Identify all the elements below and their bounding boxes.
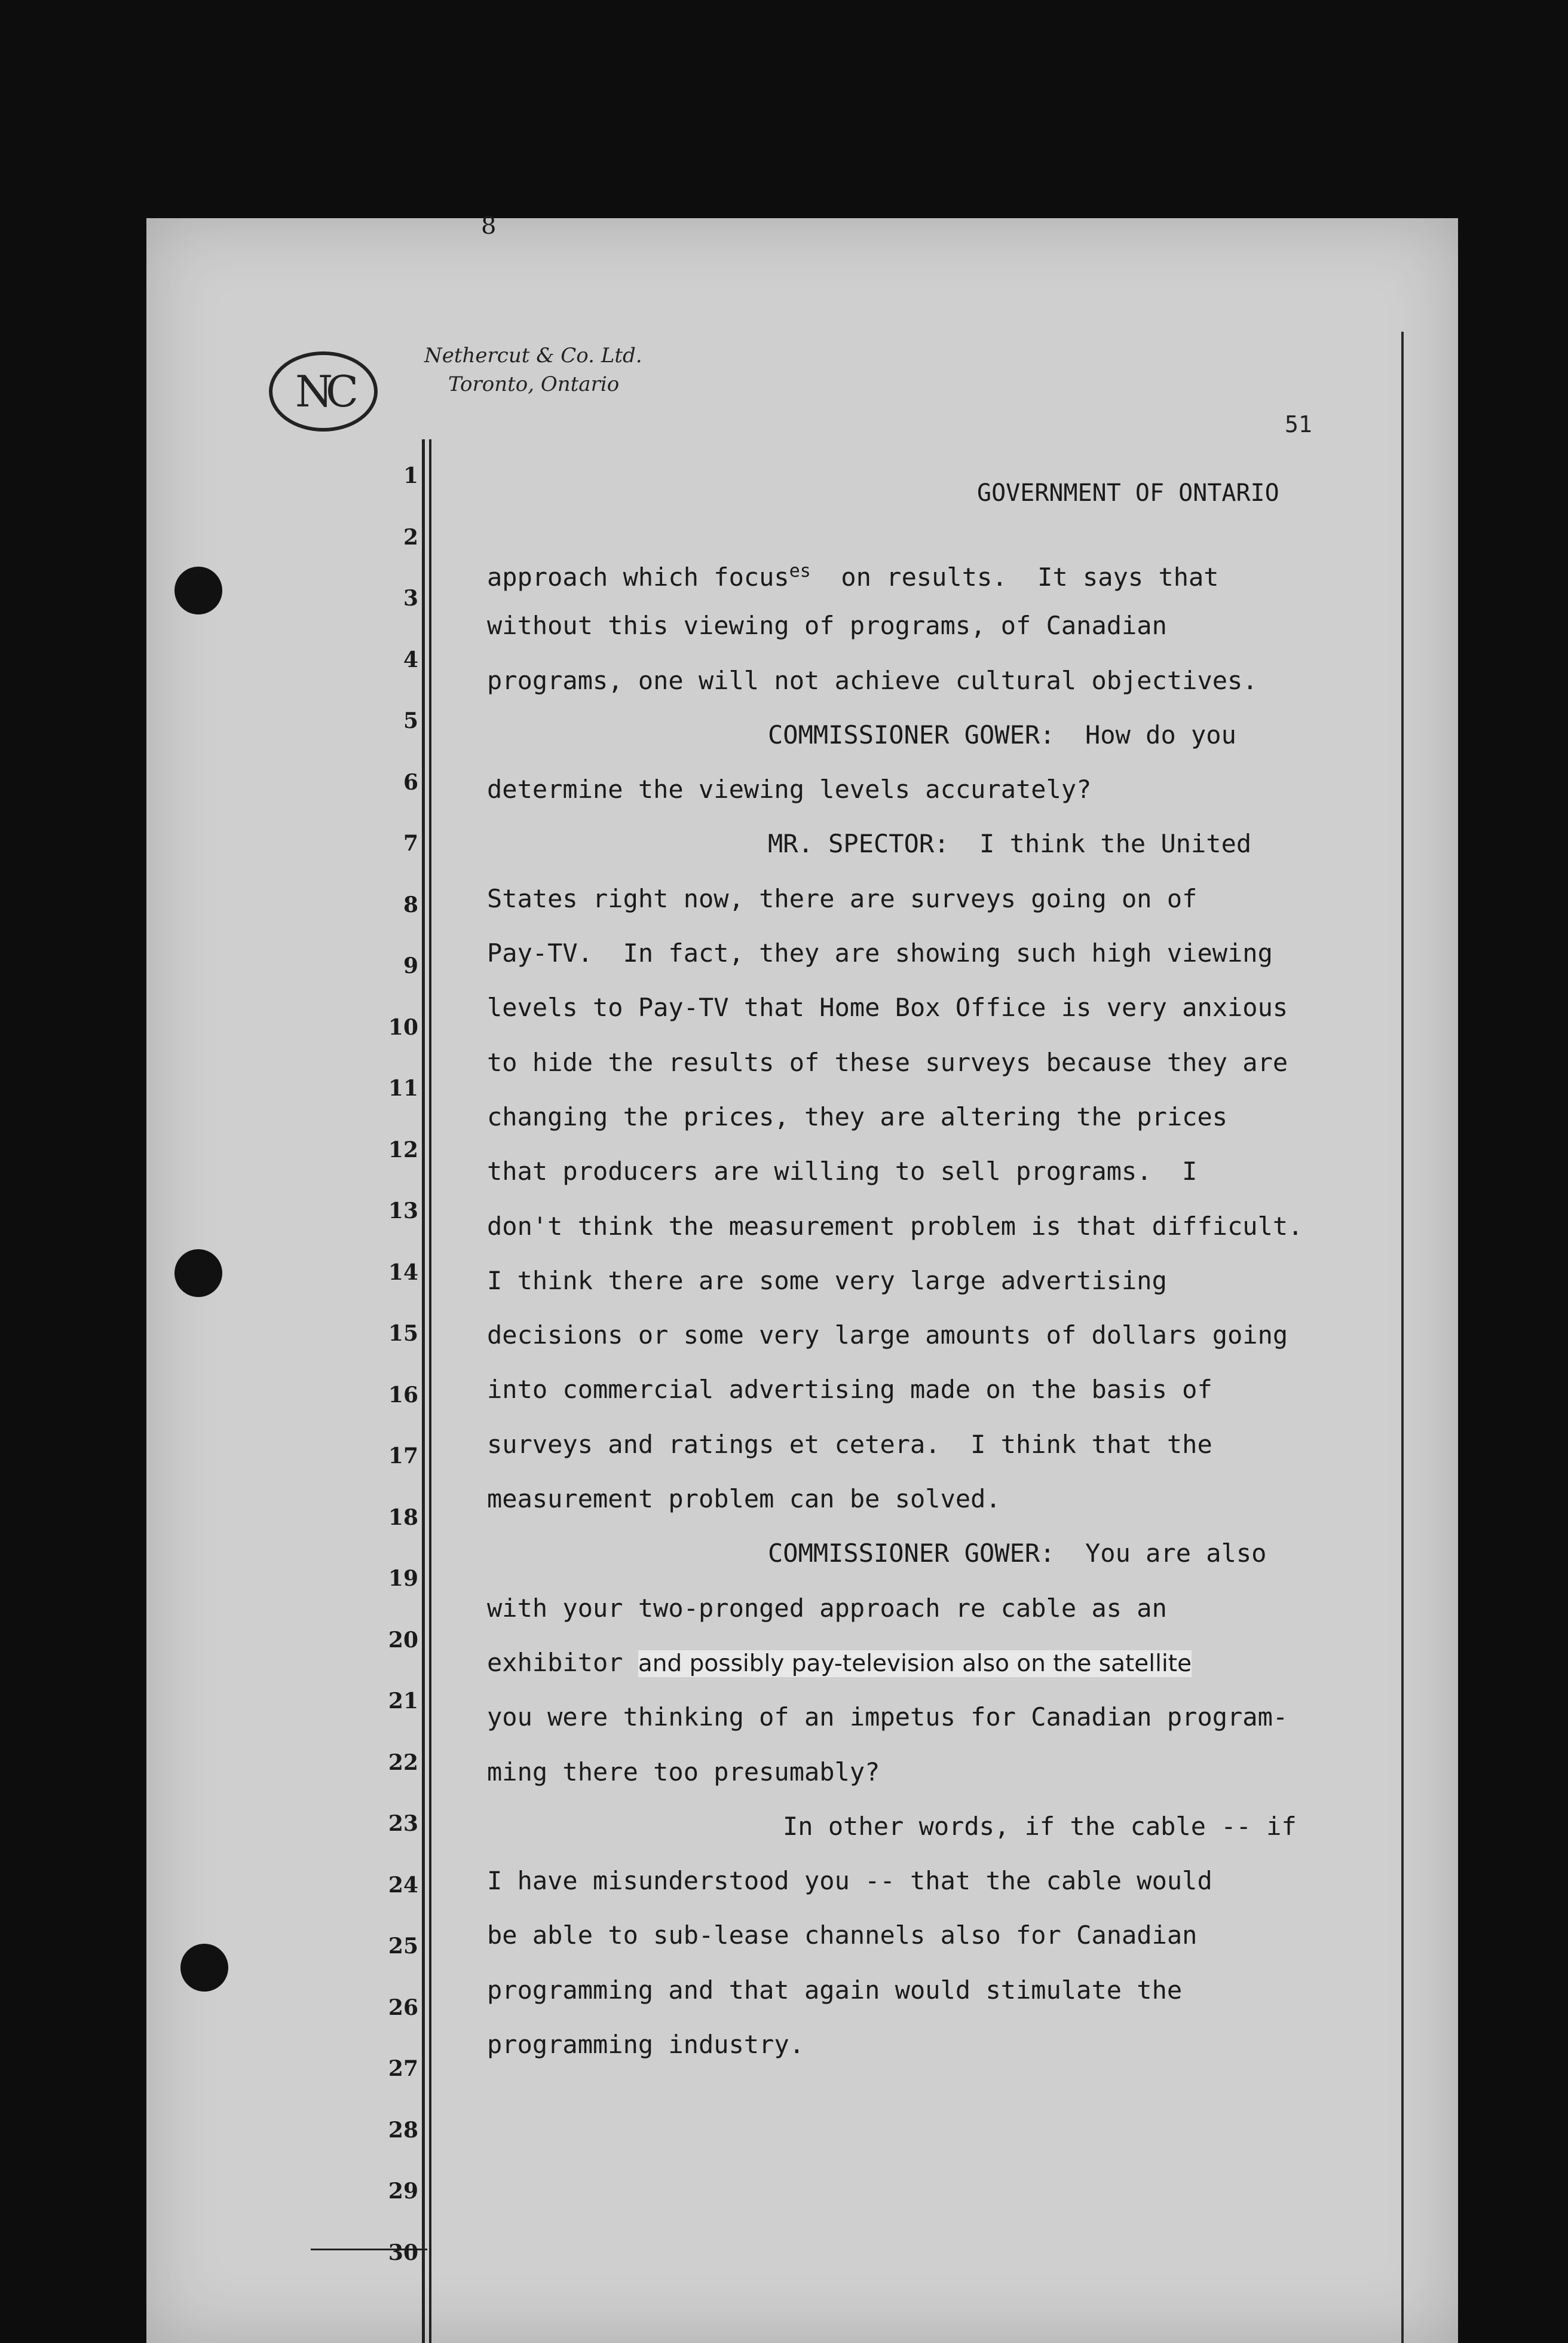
line-number: 11 bbox=[388, 1076, 418, 1101]
microfilm-frame-number: 8 bbox=[481, 212, 497, 240]
transcript-line bbox=[487, 1635, 1395, 1690]
line-number: 6 bbox=[403, 769, 418, 795]
line-number: 15 bbox=[388, 1321, 418, 1346]
line-number: 14 bbox=[388, 1259, 418, 1285]
line-number: 26 bbox=[388, 1995, 418, 2020]
line-number: 27 bbox=[388, 2056, 418, 2081]
line-number: 23 bbox=[388, 1811, 418, 1836]
line-number: 20 bbox=[388, 1627, 418, 1653]
line-number: 28 bbox=[388, 2117, 418, 2143]
logo-text: NC bbox=[295, 366, 352, 417]
margin-rule bbox=[422, 439, 425, 2343]
transcript-line: without this viewing of programs, of Canadian bbox=[487, 611, 1167, 641]
page-number: 51 bbox=[1285, 411, 1312, 438]
transcript-line: programming and that again would stimulate the bbox=[487, 1975, 1183, 2005]
line-number: 24 bbox=[388, 1872, 418, 1898]
line-text: exhibitor bbox=[487, 1647, 638, 1677]
punch-hole bbox=[180, 1944, 228, 1992]
transcript-line: MR. SPECTOR: I think the United bbox=[768, 829, 1252, 859]
line-number: 9 bbox=[403, 953, 418, 978]
page-header: GOVERNMENT OF ONTARIO bbox=[977, 479, 1279, 507]
line-number: 2 bbox=[403, 524, 418, 550]
line-number: 25 bbox=[388, 1934, 418, 1959]
transcript-line: don't think the measurement problem is that difficult. bbox=[487, 1211, 1303, 1241]
transcript-line: determine the viewing levels accurately? bbox=[487, 775, 1092, 805]
line-number: 7 bbox=[403, 831, 418, 856]
transcript-line: decisions or some very large amounts of dollars going bbox=[487, 1320, 1288, 1350]
line-number: 16 bbox=[388, 1382, 418, 1408]
punch-hole bbox=[174, 1249, 222, 1297]
line-number: 19 bbox=[388, 1566, 418, 1591]
transcript-line: I have misunderstood you -- that the cable would bbox=[487, 1866, 1212, 1896]
transcript-line: COMMISSIONER GOWER: How do you bbox=[768, 720, 1236, 750]
transcript-line: measurement problem can be solved. bbox=[487, 1484, 1001, 1514]
transcript-line: be able to sub-lease channels also for Canadian bbox=[487, 1920, 1198, 1950]
line-number: 4 bbox=[403, 647, 418, 672]
line-number: 30 bbox=[388, 2240, 418, 2265]
company-logo bbox=[269, 351, 378, 432]
transcript-line: States right now, there are surveys going on of bbox=[487, 883, 1198, 913]
handwritten-correction: es bbox=[789, 561, 811, 582]
transcript-line bbox=[487, 544, 1395, 598]
line-number: 1 bbox=[403, 463, 418, 488]
transcript-line: changing the prices, they are altering the prices bbox=[487, 1102, 1228, 1131]
inserted-correction: and possibly pay-television also on the satellite bbox=[638, 1650, 1192, 1677]
transcript-line: programming industry. bbox=[487, 2030, 805, 2060]
line-number: 21 bbox=[388, 1689, 418, 1714]
transcript-line: programs, one will not achieve cultural objectives. bbox=[487, 665, 1258, 695]
line-text: approach which focus bbox=[487, 562, 789, 592]
transcript-line: In other words, if the cable -- if bbox=[783, 1811, 1297, 1841]
line-number: 29 bbox=[388, 2179, 418, 2204]
transcript-line: ming there too presumably? bbox=[487, 1757, 880, 1787]
line-number: 18 bbox=[388, 1504, 418, 1530]
transcript-line: to hide the results of these surveys because they are bbox=[487, 1047, 1288, 1077]
line-numbers bbox=[382, 445, 418, 2283]
transcript-text bbox=[487, 544, 1395, 2072]
transcript-line: levels to Pay-TV that Home Box Office is very anxious bbox=[487, 993, 1288, 1023]
margin-rule bbox=[429, 439, 431, 2343]
transcript-line: COMMISSIONER GOWER: You are also bbox=[768, 1538, 1267, 1568]
line-number: 10 bbox=[388, 1014, 418, 1040]
transcript-line: with your two-pronged approach re cable as an bbox=[487, 1593, 1167, 1623]
line-number: 5 bbox=[403, 708, 418, 733]
margin-rule-right bbox=[1401, 332, 1404, 2343]
company-location: Toronto, Ontario bbox=[448, 372, 620, 396]
transcript-line: Pay-TV. In fact, they are showing such high viewing bbox=[487, 938, 1273, 968]
company-name: Nethercut & Co. Ltd. bbox=[424, 344, 642, 368]
letterhead bbox=[424, 342, 642, 399]
line-number: 17 bbox=[388, 1443, 418, 1469]
line-number: 13 bbox=[388, 1198, 418, 1224]
transcript-line: I think there are some very large advertising bbox=[487, 1265, 1167, 1295]
line-number: 8 bbox=[403, 892, 418, 917]
transcript-line: that producers are willing to sell programs. I bbox=[487, 1157, 1198, 1186]
line-text: on results. It says that bbox=[810, 562, 1219, 592]
line-number: 3 bbox=[403, 586, 418, 611]
transcript-line: surveys and ratings et cetera. I think that the bbox=[487, 1429, 1212, 1459]
line-number: 22 bbox=[388, 1749, 418, 1775]
line-number: 12 bbox=[388, 1137, 418, 1163]
transcript-line: into commercial advertising made on the basis of bbox=[487, 1375, 1212, 1405]
transcript-line: you were thinking of an impetus for Canadian program- bbox=[487, 1702, 1288, 1732]
punch-hole bbox=[174, 567, 222, 614]
